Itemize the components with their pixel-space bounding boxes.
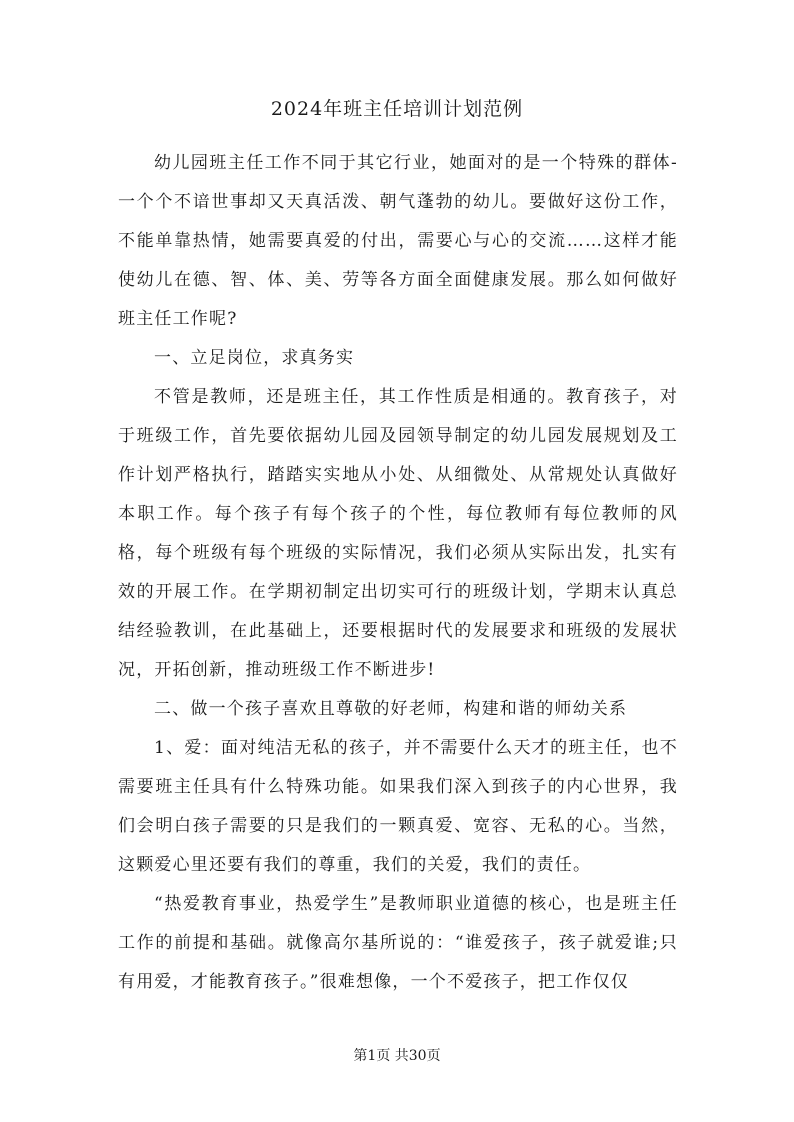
page-number-footer: 第1页 共30页 <box>353 1048 441 1064</box>
paragraph-intro: 幼儿园班主任工作不同于其它行业，她面对的是一个特殊的群体-一个个不谙世事却又天真活泼、朝气蓬勃的幼儿。要做好这份工作，不能单靠热情，她需要真爱的付出，需要心与心的交流……这样才能使幼儿在德、智、体、美、劳等各方面全面健康发展。那么如何做好班主任工作呢? <box>118 153 678 329</box>
document-title: 2024年班主任培训计划范例 <box>270 98 524 120</box>
paragraph-love: 1、爱：面对纯洁无私的孩子，并不需要什么天才的班主任，也不需要班主任具有什么特殊功能。如果我们深入到孩子的内心世界，我们会明白孩子需要的只是我们的一颗真爱、宽容、无私的心。当然，这颗爱心里还要有我们的尊重，我们的关爱，我们的责任。 <box>118 738 678 875</box>
section-heading-2: 二、做一个孩子喜欢且尊敬的好老师，构建和谐的师幼关系 <box>154 699 628 719</box>
section-heading-1: 一、立足岗位，求真务实 <box>154 348 355 368</box>
document-body <box>118 144 678 1002</box>
paragraph-section-1: 不管是教师，还是班主任，其工作性质是相通的。教育孩子，对于班级工作，首先要依据幼儿园及园领导制定的幼儿园发展规划及工作计划严格执行，踏踏实实地从小处、从细微处、从常规处认真做好本职工作。每个孩子有每个孩子的个性，每位教师有每位教师的风格，每个班级有每个班级的实际情况，我们必须从实际出发，扎实有效的开展工作。在学期初制定出切实可行的班级计划，学期末认真总结经验教训，在此基础上，还要根据时代的发展要求和班级的发展状况，开拓创新，推动班级工作不断进步! <box>118 387 678 680</box>
paragraph-ethics: “热爱教育事业，热爱学生”是教师职业道德的核心，也是班主任工作的前提和基础。就像高尔基所说的：“谁爱孩子，孩子就爱谁;只有用爱，才能教育孩子。”很难想像，一个不爱孩子，把工作仅仅 <box>118 894 678 992</box>
